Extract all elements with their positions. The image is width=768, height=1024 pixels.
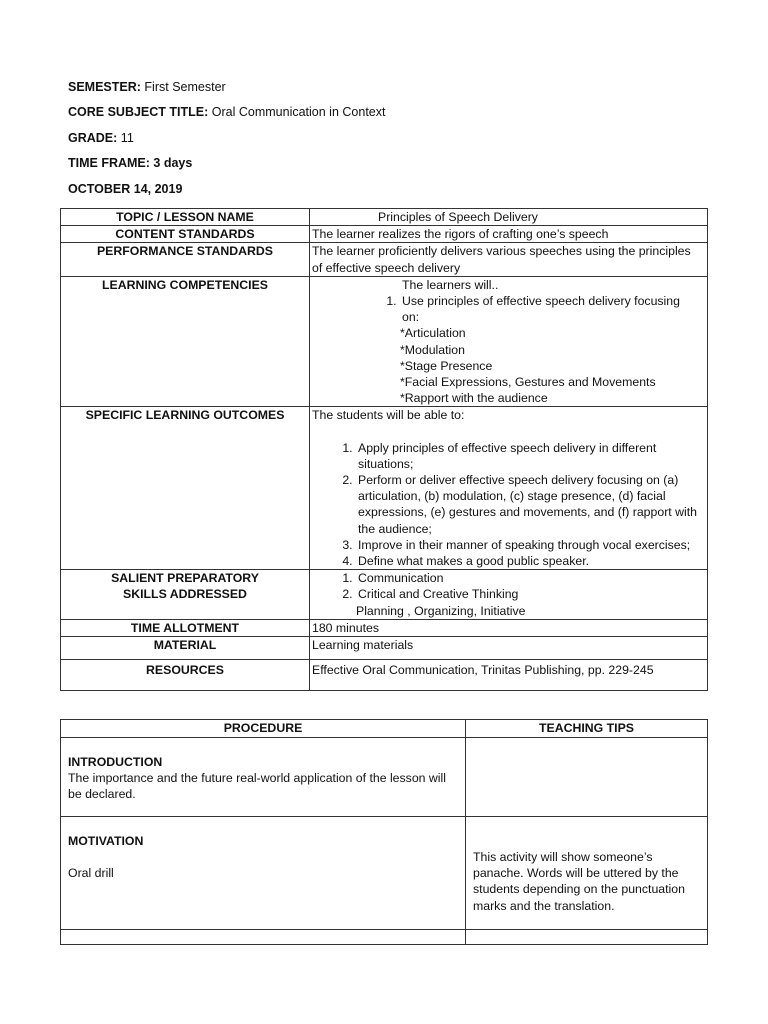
table-row (61, 637, 708, 660)
learning-competencies-label: LEARNING COMPETENCIES (61, 276, 310, 407)
subject-label: CORE SUBJECT TITLE: (68, 105, 209, 119)
table-row (61, 209, 708, 226)
outcomes-intro: The students will be able to: (312, 408, 465, 423)
competency-sub: *Articulation (400, 326, 466, 341)
skills-value (310, 570, 708, 620)
table-row (61, 930, 708, 945)
performance-standards-value: The learner proficiently delivers various speeches using the principles of effective speech delivery (310, 243, 708, 276)
skills-label: SALIENT PREPARATORY SKILLS ADDRESSED (61, 570, 310, 620)
motivation-text: Oral drill (68, 866, 114, 881)
outcomes-list (312, 440, 703, 570)
competencies-intro: The learners will.. (402, 277, 499, 292)
topic-value: Principles of Speech Delivery (310, 209, 708, 226)
content-standards-label: CONTENT STANDARDS (61, 226, 310, 243)
timeframe: TIME FRAME: 3 days (68, 156, 193, 170)
content-standards-value: The learner realizes the rigors of crafting one’s speech (310, 226, 708, 243)
motivation-tip: This activity will show someone’s panache. Words will be uttered by the students depending on the punctuation marks and the translation. (466, 817, 708, 930)
competency-sub: *Facial Expressions, Gestures and Movements (400, 375, 656, 390)
time-allotment-label: TIME ALLOTMENT (61, 619, 310, 636)
lesson-date: OCTOBER 14, 2019 (68, 182, 183, 196)
learning-outcomes-value (310, 407, 708, 570)
procedure-header: PROCEDURE (61, 720, 466, 738)
subject-line (68, 105, 385, 119)
introduction-cell (61, 738, 466, 817)
empty-cell (61, 930, 466, 945)
list-item: 1. Apply principles of effective speech delivery in different situations; (356, 440, 703, 472)
procedure-table (60, 719, 708, 945)
resources-label: RESOURCES (61, 660, 310, 691)
material-value: Learning materials (310, 637, 708, 660)
list-item: 2. Critical and Creative Thinking (356, 586, 703, 602)
time-allotment-value: 180 minutes (310, 619, 708, 636)
grade-line (68, 131, 134, 145)
competencies-list (312, 293, 703, 325)
date-line (68, 182, 182, 196)
list-item: 2. Perform or deliver effective speech delivery focusing on (a) articulation, (b) modulation, (c) stage presence, (d) facial expressions, (e) gestures and movements, and (f) rapport with the audience; (356, 472, 703, 537)
empty-cell (466, 930, 708, 945)
motivation-cell (61, 817, 466, 930)
table-row (61, 817, 708, 930)
motivation-title: MOTIVATION (68, 834, 144, 848)
list-item: 1. Use principles of effective speech delivery focusing on: (400, 293, 693, 325)
semester-line (68, 80, 226, 94)
introduction-title: INTRODUCTION (68, 755, 163, 769)
subject-value: Oral Communication in Context (211, 105, 386, 119)
grade-value: 11 (120, 131, 134, 145)
semester-label: SEMESTER: (68, 80, 141, 94)
introduction-text: The importance and the future real-world application of the lesson will be declared. (68, 771, 446, 802)
skills-list (312, 570, 703, 602)
grade-label: GRADE: (68, 131, 118, 145)
table-row (61, 570, 708, 620)
competency-sub: *Rapport with the audience (400, 391, 548, 406)
learning-outcomes-label: SPECIFIC LEARNING OUTCOMES (61, 407, 310, 570)
table-row (61, 619, 708, 636)
timeframe-line (68, 156, 192, 170)
resources-value: Effective Oral Communication, Trinitas Publishing, pp. 229-245 (310, 660, 708, 691)
table-row (61, 738, 708, 817)
table-row (61, 226, 708, 243)
material-label: MATERIAL (61, 637, 310, 660)
table-row (61, 407, 708, 570)
list-item: 1. Communication (356, 570, 703, 586)
skills-extra: Planning , Organizing, Initiative (356, 603, 526, 618)
competency-sub: *Modulation (400, 342, 465, 357)
performance-standards-label: PERFORMANCE STANDARDS (61, 243, 310, 276)
list-item: 4. Define what makes a good public speaker. (356, 553, 703, 569)
lesson-plan-table (60, 208, 708, 691)
topic-label: TOPIC / LESSON NAME (61, 209, 310, 226)
table-row (61, 243, 708, 276)
learning-competencies-value (310, 276, 708, 407)
table-row (61, 660, 708, 691)
table-row (61, 720, 708, 738)
list-item: 3. Improve in their manner of speaking through vocal exercises; (356, 537, 703, 553)
introduction-tip (466, 738, 708, 817)
teaching-tips-header: TEACHING TIPS (466, 720, 708, 738)
table-row (61, 276, 708, 407)
semester-value: First Semester (144, 80, 226, 94)
competency-sub: *Stage Presence (400, 358, 493, 373)
